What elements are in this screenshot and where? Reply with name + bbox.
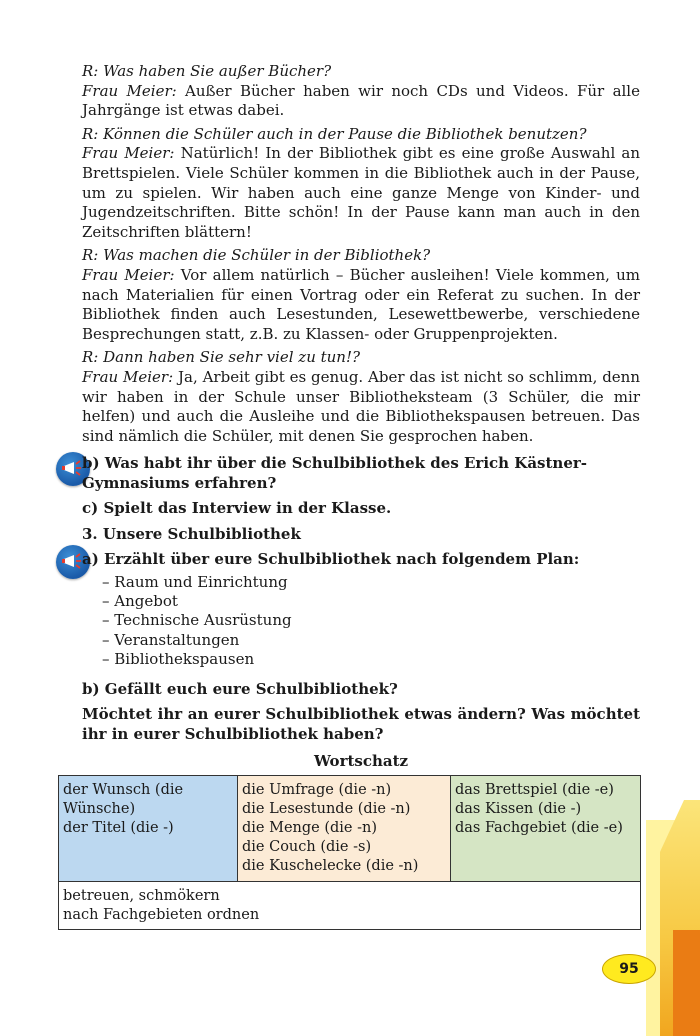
task-c: c) Spielt das Interview in der Klasse. bbox=[82, 499, 392, 518]
task-b3: b) Gefällt euch eure Schulbibliothek? bbox=[82, 679, 398, 698]
vocab-word: betreuen, schmökern bbox=[63, 888, 220, 904]
page-number: 95 bbox=[602, 954, 656, 984]
interview-dialog bbox=[82, 62, 640, 450]
plan-item: – Raum und Einrichtung bbox=[102, 572, 288, 591]
vocab-word: die Lesestunde (die -n) bbox=[242, 801, 411, 817]
vocab-word: die Kuschelecke (die -n) bbox=[242, 858, 419, 874]
plan-list bbox=[82, 573, 640, 670]
vocab-col-neuter bbox=[451, 776, 641, 882]
question-3: R: Was machen die Schüler in der Bibliothek? bbox=[82, 246, 431, 265]
vocab-verbs bbox=[59, 882, 641, 930]
plan-item: – Bibliothekspausen bbox=[102, 650, 255, 669]
vocab-word: der Titel (die -) bbox=[63, 820, 174, 836]
vocab-table bbox=[58, 775, 641, 930]
task-b: b) Was habt ihr über die Schulbibliothek des Erich Kästner-Gymnasiums erfahren? bbox=[82, 454, 587, 492]
plan-item: – Veranstaltungen bbox=[102, 630, 240, 649]
question-4: R: Dann haben Sie sehr viel zu tun!? bbox=[82, 348, 361, 367]
vocab-word: das Fachgebiet (die -e) bbox=[455, 820, 623, 836]
vocab-col-feminine bbox=[238, 776, 451, 882]
section-heading: 3. Unsere Schulbibliothek bbox=[82, 524, 301, 543]
task-b3-more: Möchtet ihr an eurer Schulbibliothek etwas ändern? Was möchtet ihr in eurer Schulbibliothek haben? bbox=[82, 705, 640, 743]
vocab-word: das Brettspiel (die -e) bbox=[455, 782, 614, 798]
vocab-word: die Couch (die -s) bbox=[242, 839, 372, 855]
vocab-word: der Wunsch (die Wünsche) bbox=[63, 782, 184, 817]
vocab-word: nach Fachgebieten ordnen bbox=[63, 907, 260, 923]
vocab-word: die Menge (die -n) bbox=[242, 820, 378, 836]
vocab-word: das Kissen (die -) bbox=[455, 801, 582, 817]
plan-item: – Angebot bbox=[102, 592, 178, 610]
answer-4: Frau Meier: Ja, Arbeit gibt es genug. Aber das ist nicht so schlimm, denn wir haben in der Schule unser Bibliotheksteam (3 Schüler, die mir helfen) und auch die Ausleihe und die Bibliothekspausen betreuen. Das sind nämlich die Schüler, mit denen Sie gesprochen haben. bbox=[82, 367, 640, 445]
decor-stripe bbox=[673, 930, 700, 1036]
answer-3: Frau Meier: Vor allem natürlich – Bücher ausleihen! Viele kommen, um nach Materialien für einen Vortrag oder ein Referat zu suchen. In der Bibliothek finden auch Lesestunden, Lesewettbewerbe, verschiedene Besprechungen statt, z.B. zu Klassen- oder Gruppenprojekten. bbox=[82, 265, 640, 343]
vocab-word: die Umfrage (die -n) bbox=[242, 782, 392, 798]
answer-1: Frau Meier: Außer Bücher haben wir noch CDs und Videos. Für alle Jahrgänge ist etwas dabei. bbox=[82, 81, 640, 120]
vocab-title: Wortschatz bbox=[313, 752, 409, 771]
plan-item: – Technische Ausrüstung bbox=[102, 611, 292, 630]
question-1: R: Was haben Sie außer Bücher? bbox=[82, 62, 332, 80]
task-a3: a) Erzählt über eure Schulbibliothek nach folgendem Plan: bbox=[82, 550, 580, 568]
answer-2: Frau Meier: Natürlich! In der Bibliothek gibt es eine große Auswahl an Brettspielen. Viele Schüler kommen in die Bibliothek auch in der Pause, um zu spielen. Wir haben auch eine ganze Menge von Kinder- und Jugendzeitschriften. Bitte schön! In der Pause kann man auch in den Zeitschriften blättern! bbox=[82, 144, 640, 241]
vocab-col-masculine bbox=[59, 776, 238, 882]
plan-block bbox=[82, 550, 640, 787]
tasks-block bbox=[82, 454, 640, 548]
question-2: R: Können die Schüler auch in der Pause die Bibliothek benutzen? bbox=[82, 124, 587, 143]
